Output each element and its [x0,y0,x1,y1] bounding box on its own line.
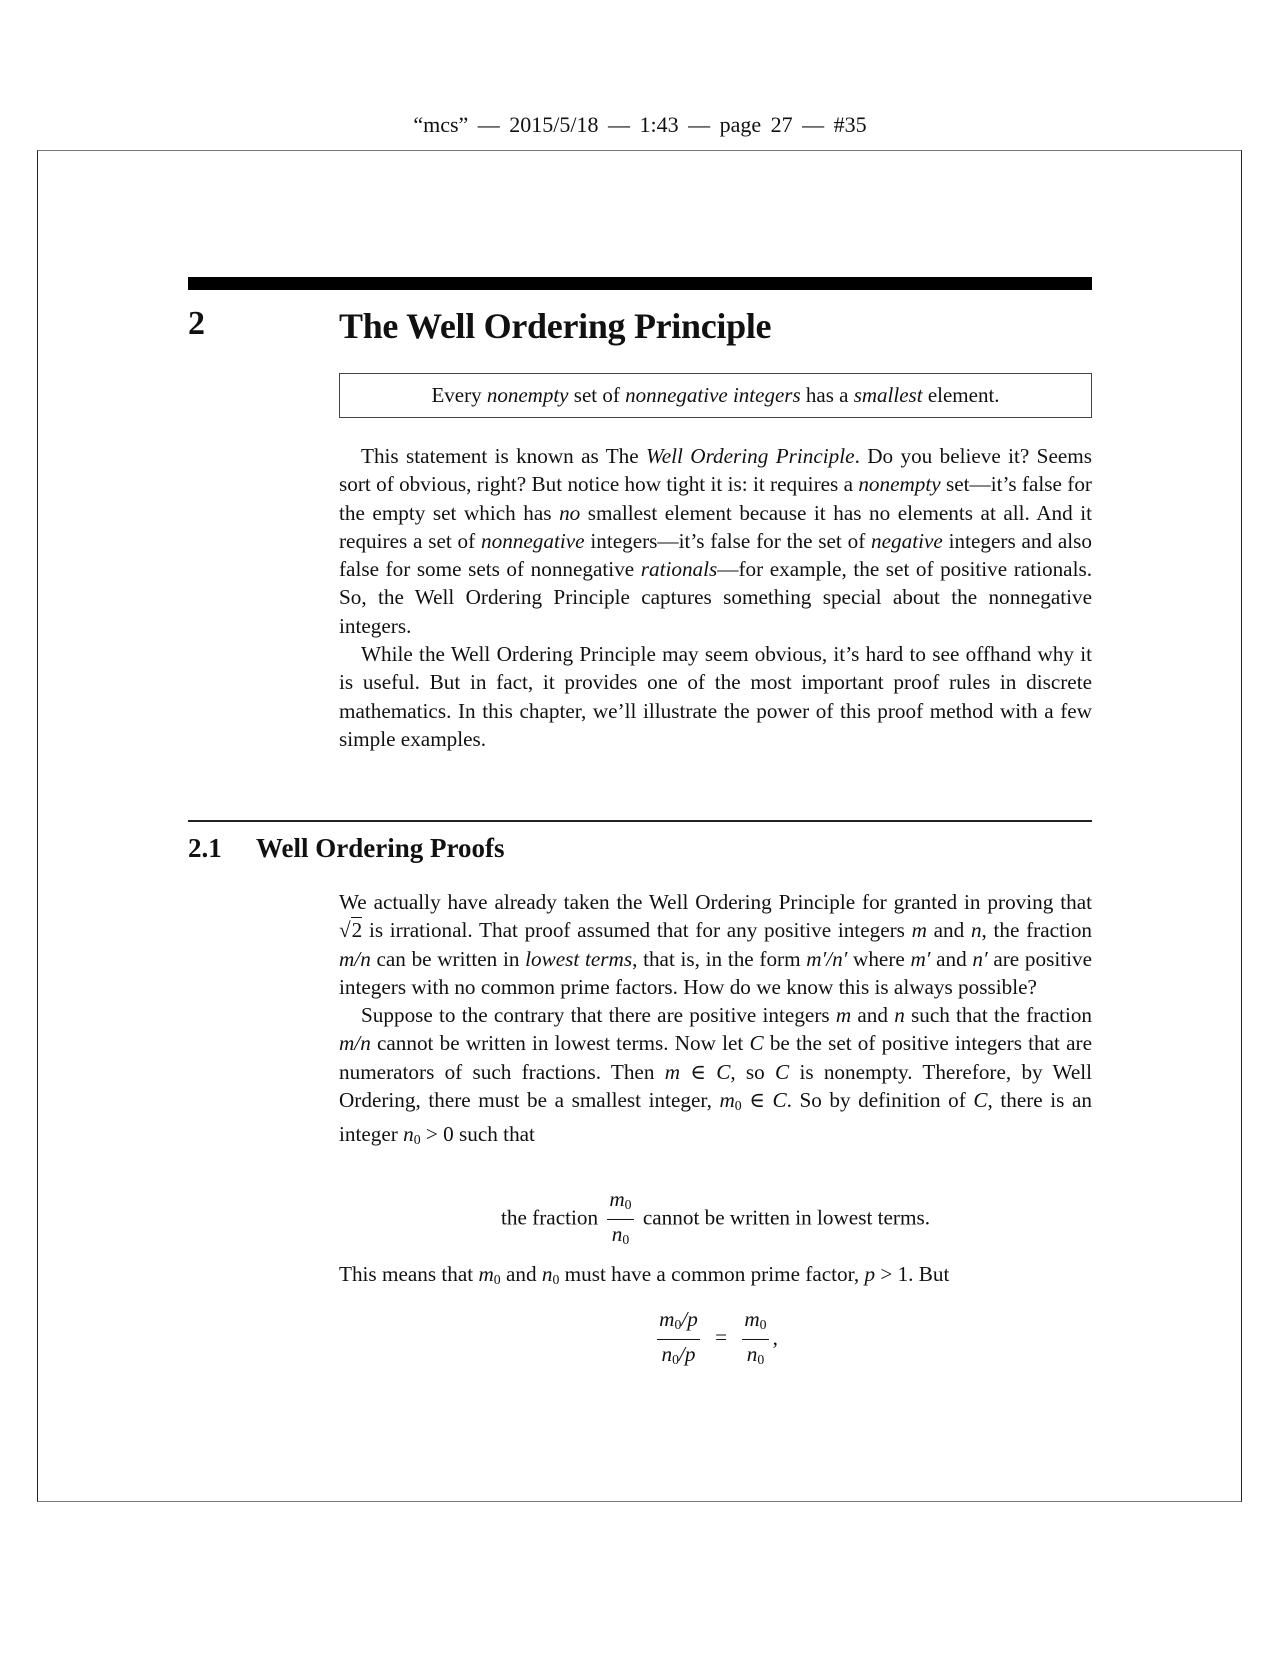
math-var: C [749,1031,764,1056]
display-equation-1 [339,1185,1092,1254]
section-paragraph-2 [339,1001,1092,1154]
subscript: 0 [413,1132,421,1148]
text: > 0 such that [420,1122,535,1147]
math-var: n [894,1003,905,1028]
math-var: m [478,1262,494,1286]
text: must have a common prime factor, [559,1262,865,1286]
text: cannot be written in lowest terms. [637,1205,930,1230]
section-rule [188,820,1092,822]
subscript: 0 [672,1352,679,1367]
text: set of [568,383,626,407]
text: element. [922,383,1000,407]
denominator-tail: /p [678,1342,696,1366]
text: ∈ [741,1088,773,1113]
numerator-tail: /p [681,1307,698,1331]
text: such that the fraction [904,1003,1093,1028]
section-title: Well Ordering Proofs [256,833,505,863]
sqrt-argument: 2 [351,918,363,943]
math-var: m [719,1088,735,1113]
subscript: 0 [759,1317,767,1332]
text: . Do you believe it? Seems sort of obvious, right? But notice how tight it is: it requires a [339,444,1092,497]
numerator: m [744,1307,760,1331]
text: can be written in [370,946,526,971]
subscript: 0 [624,1197,632,1212]
text: where [847,946,911,971]
math-expr: m/n [339,946,371,971]
math-expr: m′/n′ [806,946,848,971]
subscript: 0 [552,1272,560,1287]
fraction-lhs [657,1305,700,1374]
boxed-statement [339,373,1092,418]
chapter-number: 2 [188,305,205,342]
text: and [926,918,971,943]
paragraph [339,1260,1092,1294]
text: and [930,946,973,971]
subscript: 0 [734,1098,742,1114]
math-var: m [835,1003,852,1028]
text: cannot be written in lowest terms. Now let [370,1031,750,1056]
sqrt-expression: √2 [339,918,363,943]
page-frame [37,150,1242,1502]
text: are positive integers with no common prime factors. How do we know this is always possible? [339,946,1092,999]
text: We actually have already taken the Well Ordering Principle for granted in proving that [339,890,1092,914]
section-text [339,888,1092,1155]
subscript: 0 [493,1272,501,1287]
chapter-rule [188,277,1092,290]
math-var: p [864,1262,876,1286]
text: set—it’s false for the empty set which has [339,472,1092,525]
text: is irrational. That proof assumed that for any positive integers [362,918,912,943]
math-var: C [775,1059,790,1084]
text: and [851,1003,895,1028]
equals-sign: = [715,1325,728,1350]
text: be the set of positive integers that are numerators of such fractions. Then [339,1031,1092,1084]
math-var: C [973,1088,988,1113]
text: —for example, the set of positive rationals. So, the Well Ordering Principle captures something special about the nonnegative integers. [339,557,1092,638]
text: the fraction [501,1205,604,1230]
math-var: n′ [972,946,988,971]
subscript: 0 [622,1232,630,1247]
text: > 1. But [875,1262,950,1286]
section-number: 2.1 [188,833,222,863]
math-expr: m ∈ C [664,1059,731,1084]
comma: , [772,1325,778,1350]
denominator: n [611,1222,623,1246]
numerator: m [609,1187,625,1211]
emphasis: nonempty [486,383,569,407]
emphasis: smallest [853,383,923,407]
text: Every [431,383,487,407]
text: Suppose to the contrary that there are positive integers [361,1003,836,1028]
math-var: m′ [910,946,931,971]
denominator: n [746,1342,758,1366]
subscript: 0 [757,1352,765,1367]
emphasis: nonnegative [481,528,585,553]
emphasis: rationals [640,557,718,582]
text: . So by definition of [786,1088,974,1113]
text: integers and also false for some sets of nonnegative [339,528,1092,582]
emphasis: nonempty [858,472,941,497]
math-var: C [772,1088,787,1113]
text: , so [730,1059,776,1084]
fraction [607,1185,633,1254]
display-equation-2 [339,1305,1092,1374]
numerator: m [659,1307,675,1331]
math-var: m [911,918,927,943]
emphasis: negative [871,528,943,553]
text: is nonempty. Therefore, by Well Ordering, there must be a smallest integer, [339,1059,1092,1113]
denominator: n [661,1342,673,1366]
text: , there is an integer [339,1088,1092,1147]
text: , the fraction [981,918,1093,943]
subscript: 0 [674,1317,682,1332]
text: has a [800,383,854,407]
section-paragraph-3 [339,1260,1092,1294]
intro-paragraph-2: While the Well Ordering Principle may seem obvious, it’s hard to see offhand why it is useful. But in fact, it provides one of the most important proof rules in discrete mathematics. In this chapter, we’ll illustrate the power of this proof method with a few simple examples. [339,642,1092,751]
math-var: n [970,918,982,943]
emphasis: nonnegative integers [625,383,801,407]
section-paragraph-1 [339,888,1092,1001]
text: integers—it’s false for the set of [584,528,872,553]
text: , that is, in the form [632,946,807,971]
intro-text [339,442,1092,753]
fraction-rhs [742,1305,768,1374]
text: and [500,1262,542,1286]
emphasis: no [559,500,581,525]
chapter-title: The Well Ordering Principle [339,306,772,346]
text: smallest element because it has no elements at all. And it requires a set of [339,500,1092,553]
text: This means that [339,1262,479,1286]
emphasis: lowest terms [525,946,633,971]
math-var: n [541,1262,553,1286]
emphasis: Well Ordering Principle [646,444,855,468]
text: This statement is known as The [361,444,647,468]
math-expr: m/n [339,1031,371,1056]
math-var: n [403,1122,414,1147]
running-head: “mcs” — 2015/5/18 — 1:43 — page 27 — #35 [413,112,867,137]
intro-paragraph-1 [339,442,1092,640]
